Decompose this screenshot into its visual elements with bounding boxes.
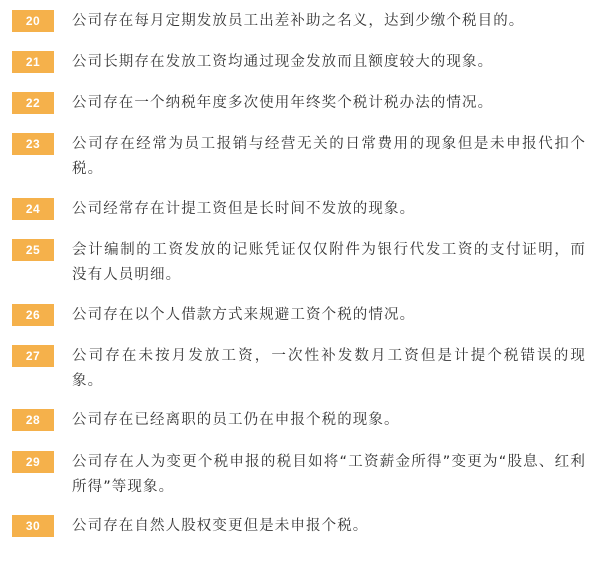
item-number-badge: 21	[12, 51, 54, 73]
item-number-badge: 30	[12, 515, 54, 537]
item-number-badge: 20	[12, 10, 54, 32]
item-number-badge: 28	[12, 409, 54, 431]
item-number-badge: 26	[12, 304, 54, 326]
item-number-badge: 29	[12, 451, 54, 473]
item-text: 公司存在自然人股权变更但是未申报个税。	[72, 518, 369, 534]
item-number-badge: 27	[12, 345, 54, 367]
item-number-badge: 25	[12, 239, 54, 261]
item-text: 公司存在未按月发放工资，一次性补发数月工资但是计提个税错误的现象。	[72, 348, 586, 389]
item-number-badge: 24	[12, 198, 54, 220]
item-text: 会计编制的工资发放的记账凭证仅仅附件为银行代发工资的支付证明，而没有人员明细。	[72, 242, 586, 283]
item-text: 公司经常存在计提工资但是长时间不发放的现象。	[72, 201, 416, 217]
item-text: 公司长期存在发放工资均通过现金发放而且额度较大的现象。	[72, 54, 494, 70]
item-text: 公司存在已经离职的员工仍在申报个税的现象。	[72, 412, 400, 428]
item-number-badge: 22	[12, 92, 54, 114]
item-text: 公司存在以个人借款方式来规避工资个税的情况。	[72, 307, 416, 323]
item-number-badge: 23	[12, 133, 54, 155]
item-text: 公司存在每月定期发放员工出差补助之名义，达到少缴个税目的。	[72, 13, 525, 29]
item-text: 公司存在一个纳税年度多次使用年终奖个税计税办法的情况。	[72, 95, 494, 111]
item-text: 公司存在经常为员工报销与经营无关的日常费用的现象但是未申报代扣个税。	[72, 136, 586, 177]
item-text: 公司存在人为变更个税申报的税目如将“工资薪金所得”变更为“股息、红利所得”等现象。	[72, 454, 586, 495]
